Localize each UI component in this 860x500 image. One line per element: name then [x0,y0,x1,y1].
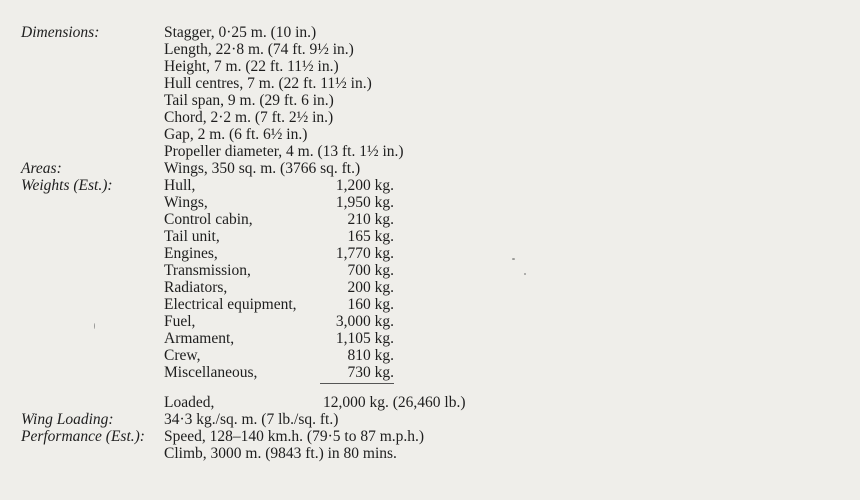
loaded-label: Loaded, [164,394,215,411]
wing-loading-value: 34·3 kg./sq. m. (7 lb./sq. ft.) [164,411,339,428]
weight-item-value: 200 kg. [347,279,394,296]
dimension-height: Height, 7 m. (22 ft. 11½ in.) [164,58,339,75]
dimension-length: Length, 22·8 m. (74 ft. 9½ in.) [164,41,354,58]
weight-item-name: Engines, [164,245,218,262]
areas-label: Areas: [21,160,62,177]
weight-item-value: 1,200 kg. [335,177,394,194]
weight-item-name: Radiators, [164,279,228,296]
weight-item-value: 1,950 kg. [335,194,394,211]
weight-item-value: 165 kg. [347,228,394,245]
dimension-chord: Chord, 2·2 m. (7 ft. 2½ in.) [164,109,334,126]
weight-item-name: Tail unit, [164,228,220,245]
weight-item-name: Control cabin, [164,211,253,228]
weight-item-name: Hull, [164,177,196,194]
weight-item-name: Crew, [164,347,201,364]
weight-item-name: Miscellaneous, [164,364,258,381]
dimension-hull-centres: Hull centres, 7 m. (22 ft. 11½ in.) [164,75,372,92]
dimension-tail-span: Tail span, 9 m. (29 ft. 6 in.) [164,92,334,109]
dimensions-label: Dimensions: [21,24,100,41]
weight-item-value: 700 kg. [347,262,394,279]
dimension-propeller-diameter: Propeller diameter, 4 m. (13 ft. 1½ in.) [164,143,404,160]
scan-speck [512,258,515,260]
scan-speck [94,323,95,329]
weight-item-name: Electrical equipment, [164,296,297,313]
wing-loading-label: Wing Loading: [21,411,114,428]
performance-climb: Climb, 3000 m. (9843 ft.) in 80 mins. [164,445,397,462]
weight-item-value: 3,000 kg. [335,313,394,330]
weight-item-value: 730 kg. [347,364,394,381]
performance-label: Performance (Est.): [21,428,145,445]
weight-item-name: Fuel, [164,313,196,330]
weight-item-value: 810 kg. [347,347,394,364]
sum-rule [320,383,394,384]
weight-item-value: 160 kg. [347,296,394,313]
weight-item-value: 210 kg. [347,211,394,228]
loaded-value: 12,000 kg. (26,460 lb.) [323,394,466,411]
weight-item-value: 1,770 kg. [335,245,394,262]
dimension-gap: Gap, 2 m. (6 ft. 6½ in.) [164,126,308,143]
weight-item-name: Transmission, [164,262,251,279]
performance-speed: Speed, 128–140 km.h. (79·5 to 87 m.p.h.) [164,428,425,445]
weight-item-name: Wings, [164,194,208,211]
dimension-stagger: Stagger, 0·25 m. (10 in.) [164,24,317,41]
areas-value: Wings, 350 sq. m. (3766 sq. ft.) [164,160,361,177]
weight-item-name: Armament, [164,330,235,347]
weight-item-value: 1,105 kg. [335,330,394,347]
weights-label: Weights (Est.): [21,177,113,194]
scan-speck [524,273,526,275]
